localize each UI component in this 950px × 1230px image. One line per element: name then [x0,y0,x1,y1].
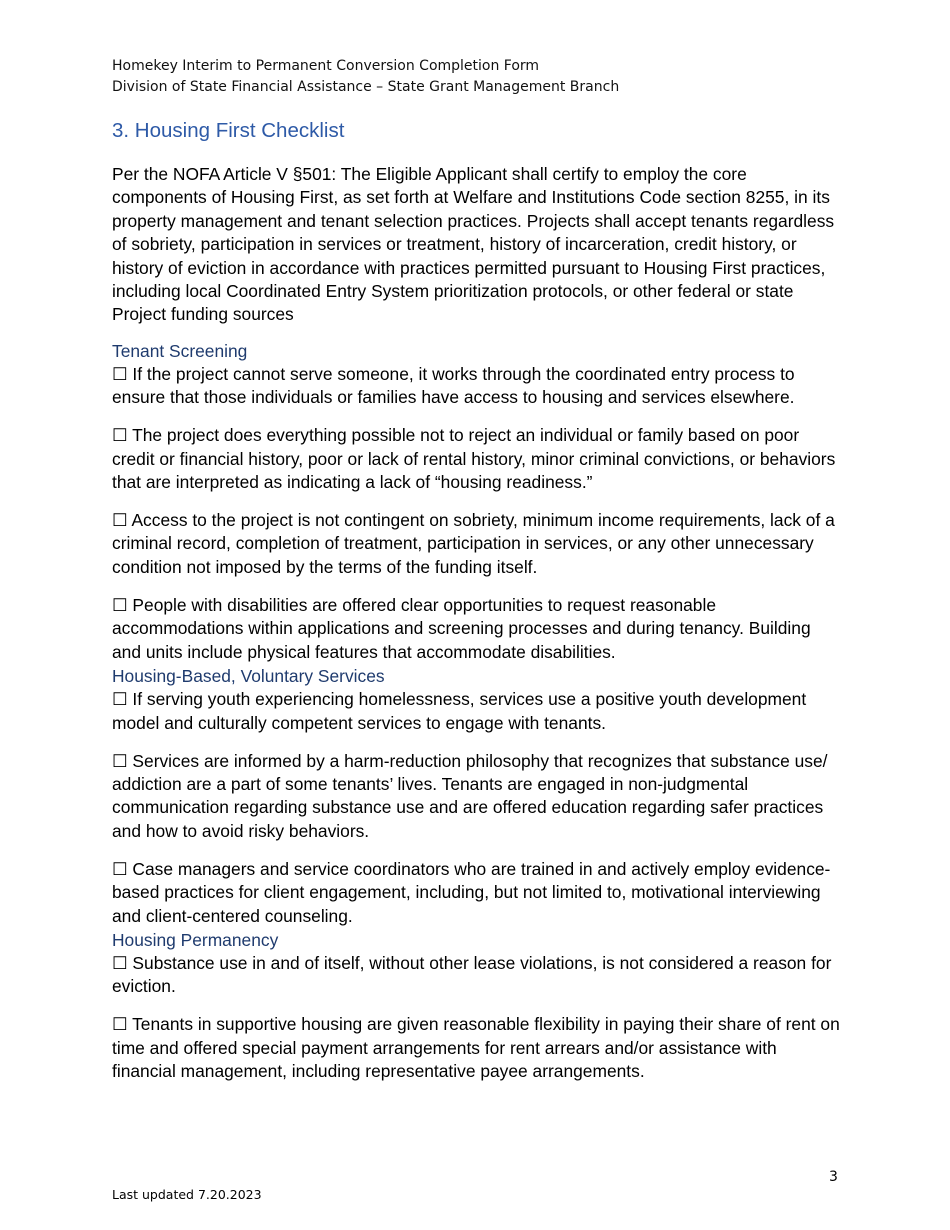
subheading: Housing Permanency [112,929,279,950]
checklist-content [112,163,842,1084]
last-updated-footer: Last updated 7.20.2023 [112,1187,262,1202]
subheading: Housing-Based, Voluntary Services [112,666,385,687]
section-tenant-screening [112,339,842,664]
section-housing-permanency [112,928,842,1084]
checklist-item[interactable]: ☐ Services are informed by a harm-reduction philosophy that recognizes that substance use/ addiction are a part of some tenants’ lives. Tenants are engaged in non-judgmental communication regarding substance use and are offered education regarding safer practices and how to avoid risky behaviors. [112,750,828,841]
checklist-item[interactable]: ☐ If serving youth experiencing homelessness, services use a positive youth development model and culturally competent services to engage with tenants. [112,689,807,733]
intro-paragraph: Per the NOFA Article V §501: The Eligible Applicant shall certify to employ the core components of Housing First, as set forth at Welfare and Institutions Code section 8255, in its property management and tenant selection practices. Projects shall accept tenants regardless of sobriety, participation in services or treatment, history of incarceration, credit history, or history of eviction in accordance with practices permitted pursuant to Housing First practices, including local Coordinated Entry System prioritization protocols, or other federal or state Project funding sources [112,164,835,325]
subheading: Tenant Screening [112,340,248,361]
header-division: Division of State Financial Assistance – State Grant Management Branch [112,79,620,95]
section-voluntary-services [112,664,842,928]
header-form-title: Homekey Interim to Permanent Conversion Completion Form [112,58,540,74]
document-header [112,56,619,98]
checklist-item[interactable]: ☐ Access to the project is not contingent on sobriety, minimum income requirements, lack of a criminal record, completion of treatment, participation in services, or any other unnecessary condition not imposed by the terms of the funding itself. [112,510,835,577]
checklist-item[interactable]: ☐ The project does everything possible not to reject an individual or family based on poor credit or financial history, poor or lack of rental history, minor criminal convictions, or behaviors that are interpreted as indicating a lack of “housing readiness.” [112,425,836,493]
checklist-item[interactable]: ☐ People with disabilities are offered clear opportunities to request reasonable accommodations within applications and screening processes and during tenancy. Building and units include physical features that accommodate disabilities. [112,594,811,662]
page-number: 3 [829,1169,838,1185]
checklist-item[interactable]: ☐ If the project cannot serve someone, it works through the coordinated entry process to ensure that those individuals or families have access to housing and services elsewhere. [112,363,795,408]
checklist-item[interactable]: ☐ Tenants in supportive housing are given reasonable flexibility in paying their share of rent on time and offered special payment arrangements for rent arrears and/or assistance with financial management, including representative payee arrangements. [112,1014,840,1082]
section-title: 3. Housing First Checklist [112,119,345,142]
checklist-item[interactable]: ☐ Substance use in and of itself, without other lease violations, is not considered a reason for eviction. [112,952,832,997]
checklist-item[interactable]: ☐ Case managers and service coordinators who are trained in and actively employ evidence-based practices for client engagement, including, but not limited to, motivational interviewing and client-centered counseling. [112,858,831,926]
